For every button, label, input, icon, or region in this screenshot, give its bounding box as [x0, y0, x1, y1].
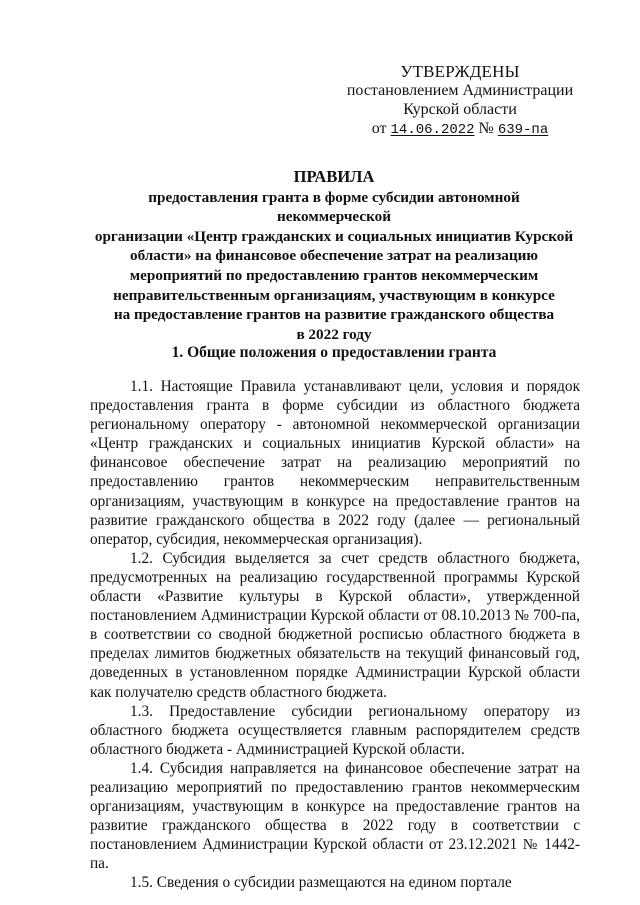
approval-number: 639-па — [497, 122, 549, 138]
paragraph-1-3: 1.3. Предоставление субсидии региональному оператору из областного бюджета осуществляется главным распорядителем средств областного бюджета - Администрацией Курской области. — [90, 702, 580, 758]
paragraph-1-1: 1.1. Настоящие Правила устанавливают цели, условия и порядок предоставления гранта в форме субсидии из областного бюджета региональному оператору - автономной некоммерческой организации «Центр гражданских и социальных инициатив Курской области» на финансовое обеспечение затрат на реализацию мероприятий по предоставлению грантов некоммерческим неправительственным организациям, участвующим в конкурсе на предоставление грантов на развитие гражданского общества в 2022 году (далее — региональный оператор, субсидия, некоммерческая организация). — [90, 378, 580, 548]
rules-heading — [90, 167, 578, 344]
approval-block — [330, 62, 590, 140]
rules-line: неправительственным организациям, участвующим в конкурсе — [113, 286, 555, 304]
approval-date: 14.06.2022 — [390, 122, 475, 138]
date-prefix: от — [371, 120, 387, 137]
approval-line-1: постановлением Администрации — [346, 82, 574, 99]
paragraph-1-5: 1.5. Сведения о субсидии размещаются на едином портале — [130, 874, 512, 892]
rules-line: области» на финансовое обеспечение затрат на реализацию — [129, 247, 539, 265]
approval-title: УТВЕРЖДЕНЫ — [400, 62, 520, 81]
paragraph-1-4: 1.4. Субсидия направляется на финансовое обеспечение затрат на реализацию мероприятий по предоставлению грантов некоммерческим организациям, участвующим в конкурсе на предоставление грантов на развитие гражданского общества в 2022 году в соответствии с постановлением Администрации Курской области от 23.12.2021 № 1442- па. — [90, 759, 580, 873]
section-heading: 1. Общие положения о предоставлении гранта — [171, 344, 497, 361]
section-body — [90, 377, 580, 893]
paragraph-1-2: 1.2. Субсидия выделяется за счет средств областного бюджета, предусмотренных на реализацию государственной программы Курской области «Развитие культуры в Курской области», утвержденной постановлением Администрации Курской области от 08.10.2013 № 700-па, в соответствии со сводной бюджетной росписью областного бюджета в пределах лимитов бюджетных обязательств на текущий финансовый год, доведенных в установленном порядке Администрации Курской области как получателю средств областного бюджета. — [90, 549, 580, 701]
rules-line: предоставления гранта в форме субсидии автономной некоммерческой — [148, 188, 520, 226]
rules-line: организации «Центр гражданских и социальных инициатив Курской — [94, 227, 574, 245]
rules-line: мероприятий по предоставлению грантов некоммерческим — [129, 266, 539, 284]
rules-line: на предоставление грантов на развитие гражданского общества — [113, 306, 555, 324]
rules-title: ПРАВИЛА — [293, 167, 375, 186]
rules-line: в 2022 году — [296, 325, 372, 343]
approval-date-line — [330, 119, 590, 140]
approval-line-2: Курской области — [403, 101, 517, 118]
number-sign: № — [478, 120, 494, 137]
